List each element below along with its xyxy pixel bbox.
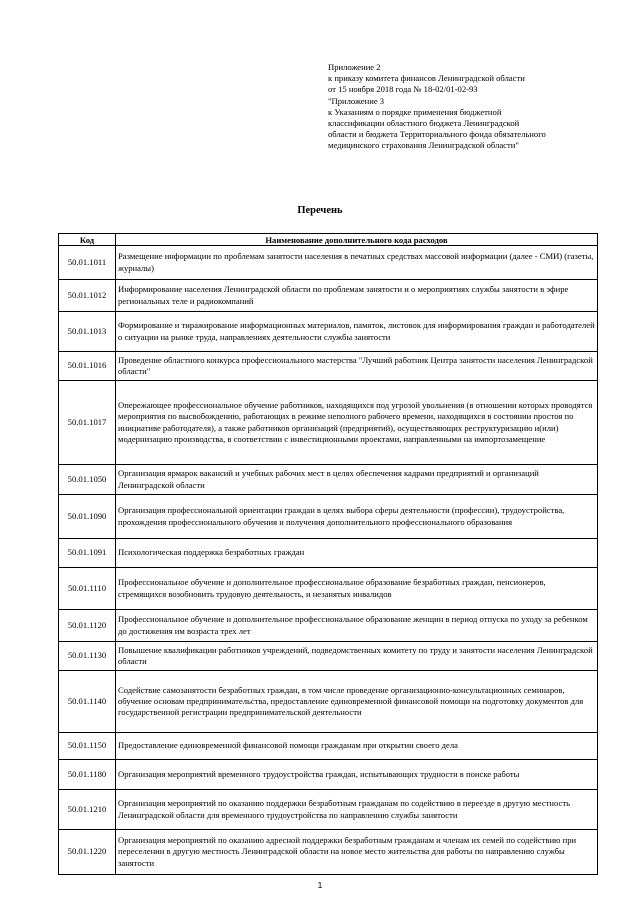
row-code: 50.01.1011 — [59, 246, 116, 280]
document-title: Перечень — [297, 205, 343, 216]
row-code: 50.01.1120 — [59, 610, 116, 642]
appendix-header — [328, 62, 628, 152]
header-line: классификации областного бюджета Ленинградской — [328, 118, 520, 129]
table-row — [59, 830, 598, 875]
row-code: 50.01.1016 — [59, 352, 116, 381]
row-name: Формирование и тиражирование информационных материалов, памяток, листовок для информирования граждан и работодателей о ситуации на рынке труда, направлениях деятельности службы занятости — [116, 312, 598, 352]
header-line: "Приложение 3 — [328, 95, 385, 106]
row-name: Повышение квалификации работников учреждений, подведомственных комитету по труду и занятости населения Ленинградской области — [116, 642, 598, 671]
row-name: Содействие самозанятости безработных граждан, в том числе проведение организационно-консультационных семинаров, обучение основам предпринимательства, предоставление единовременной финансовой помощи на подготовку документов для государственной регистрации предпринимательской деятельности — [116, 671, 598, 733]
row-name: Организация профессиональной ориентации граждан в целях выбора сферы деятельности (профессии), трудоустройства, прохождения профессионального обучения и получения дополнительного профессионального образования — [116, 495, 598, 539]
row-code: 50.01.1091 — [59, 539, 116, 568]
row-code: 50.01.1150 — [59, 733, 116, 760]
table-row — [59, 790, 598, 830]
column-header-name: Наименование дополнительного кода расходов — [116, 234, 598, 246]
row-code: 50.01.1013 — [59, 312, 116, 352]
row-name: Организация мероприятий по оказанию поддержки безработным гражданам по содействию в переезде в другую местность Ленинградской области для временного трудоустройства по направлению службы занятости — [116, 790, 598, 830]
page-number: 1 — [317, 880, 323, 890]
table-row — [59, 246, 598, 280]
table-row — [59, 568, 598, 610]
row-code: 50.01.1017 — [59, 381, 116, 465]
row-name: Профессиональное обучение и дополнительное профессиональное образование женщин в период отпуска по уходу за ребенком до достижения им возраста трех лет — [116, 610, 598, 642]
table-row — [59, 381, 598, 465]
header-line: медицинского страхования Ленинградской области" — [328, 140, 519, 151]
row-name: Организация мероприятий по оказанию адресной поддержки безработным гражданам и членам их семей по содействию при переселении в другую местность Ленинградской области на новое место жительства для работы по направлению службы занятости — [116, 830, 598, 875]
row-code: 50.01.1210 — [59, 790, 116, 830]
header-line: от 15 ноября 2018 года № 18-02/01-02-93 — [328, 84, 478, 95]
row-name: Организация ярмарок вакансий и учебных рабочих мест в целях обеспечения кадрами предприятий и организаций Ленинградской области — [116, 465, 598, 495]
table-row — [59, 610, 598, 642]
row-code: 50.01.1140 — [59, 671, 116, 733]
table-row — [59, 760, 598, 790]
row-name: Психологическая поддержка безработных граждан — [116, 539, 598, 568]
row-code: 50.01.1050 — [59, 465, 116, 495]
header-line: к приказу комитета финансов Ленинградской области — [328, 73, 525, 84]
row-name: Размещение информации по проблемам занятости населения в печатных средствах массовой информации (далее - СМИ) (газеты, журналы) — [116, 246, 598, 280]
row-name: Опережающее профессиональное обучение работников, находящихся под угрозой увольнения (в отношении которых проводятся мероприятия по высвобождению, работающих в режиме неполного рабочего времени, находящихся в состоянии простоя по инициативе работодателя), а также работников организаций (предприятий), осуществляющих реструктуризацию и(или) модернизацию производства, в соответствии с инвестиционными проектами, направленными на импортозамещение — [116, 381, 598, 465]
row-code: 50.01.1130 — [59, 642, 116, 671]
table-row — [59, 671, 598, 733]
row-name: Профессиональное обучение и дополнительное профессиональное образование безработных граждан, пенсионеров, стремящихся возобновить трудовую деятельность, и незанятых инвалидов — [116, 568, 598, 610]
header-line: области и бюджета Территориального фонда обязательного — [328, 129, 546, 140]
row-name: Проведение областного конкурса профессионального мастерства "Лучший работник Центра занятости населения Ленинградской области" — [116, 352, 598, 381]
row-code: 50.01.1090 — [59, 495, 116, 539]
table-row — [59, 280, 598, 312]
row-code: 50.01.1012 — [59, 280, 116, 312]
table-row — [59, 465, 598, 495]
header-line: Приложение 2 — [328, 62, 381, 72]
row-name: Организация мероприятий временного трудоустройства граждан, испытывающих трудности в поиске работы — [116, 760, 598, 790]
row-code: 50.01.1220 — [59, 830, 116, 875]
row-name: Информирование населения Ленинградской области по проблемам занятости и о мероприятиях службы занятости в эфире региональных теле и радиокомпаний — [116, 280, 598, 312]
header-line: к Указаниям о порядке применения бюджетной — [328, 106, 502, 117]
table-row — [59, 312, 598, 352]
table-row — [59, 495, 598, 539]
row-code: 50.01.1180 — [59, 760, 116, 790]
expense-codes-table — [58, 233, 598, 875]
table-row — [59, 352, 598, 381]
row-name: Предоставление единовременной финансовой помощи гражданам при открытии своего дела — [116, 733, 598, 760]
table-row — [59, 642, 598, 671]
row-code: 50.01.1110 — [59, 568, 116, 610]
table-header-row — [59, 234, 598, 246]
column-header-code: Код — [59, 234, 116, 246]
table-row — [59, 733, 598, 760]
table-row — [59, 539, 598, 568]
